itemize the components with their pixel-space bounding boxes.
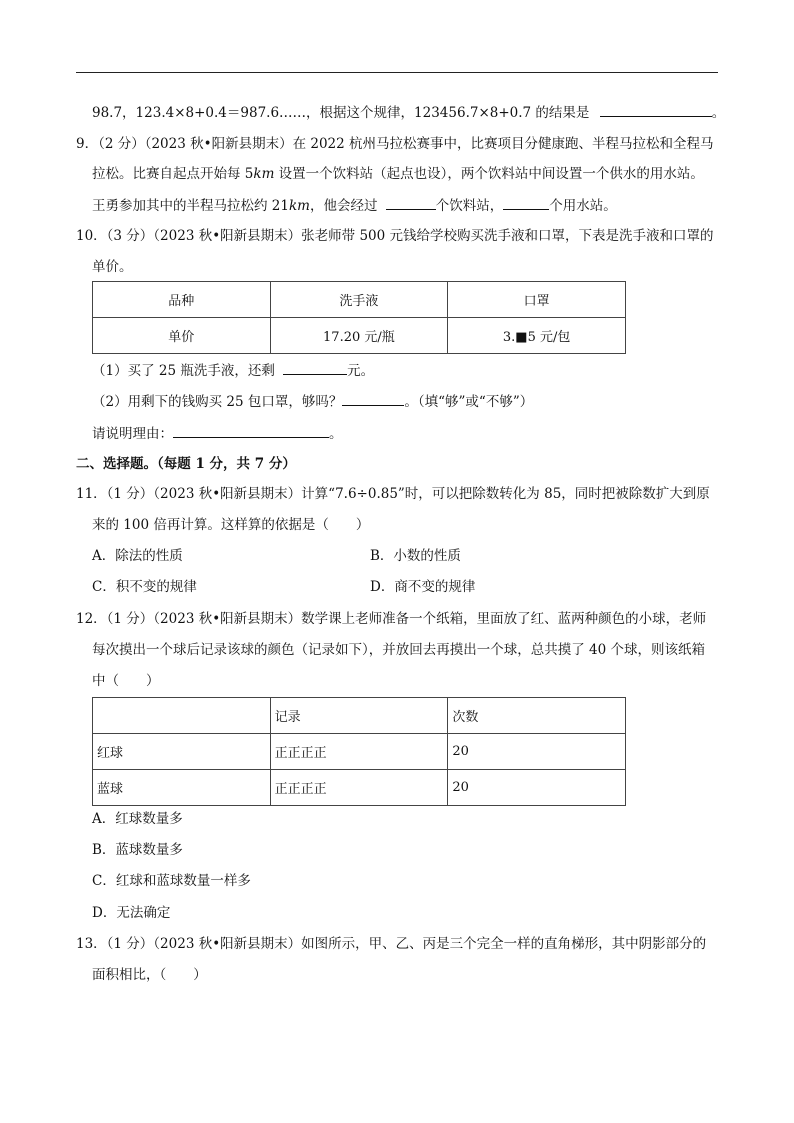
q12-option-d[interactable]: D．无法确定: [92, 905, 171, 921]
q9-km-unit: km: [253, 166, 275, 182]
q10-sub1-unit: 元。: [347, 363, 375, 379]
q9-line2-text-b: 设置一个饮料站（起点也设），两个饮料站中间设置一个供水的用水站。: [274, 166, 704, 182]
q9-line3-text: 王勇参加其中的半程马拉松约 21: [92, 198, 289, 214]
q9-km-unit-2: km: [288, 198, 310, 214]
q8-text: 98.7，123.4×8+0.4＝987.6……，根据这个规律，123456.7×8+0.7 的结果是: [92, 105, 590, 121]
record-table-cell: 20: [448, 770, 626, 806]
price-table-header-cell: 口罩: [448, 282, 626, 318]
q10-sub2-blank[interactable]: [342, 391, 404, 406]
record-table-header-cell: 次数: [448, 698, 626, 734]
price-table-row: [93, 318, 626, 354]
record-table-row: [93, 770, 626, 806]
record-table-header-cell: 记录: [270, 698, 448, 734]
q9-line3-text-b: ，他会经过: [309, 198, 378, 214]
price-table-cell: 17.20 元/瓶: [270, 318, 448, 354]
price-table-header-cell: 洗手液: [270, 282, 448, 318]
q9-line2: [92, 164, 704, 184]
q8-period: 。: [711, 105, 726, 121]
q9-blank-water[interactable]: [503, 195, 549, 210]
q13-line2: 面积相比，（ ）: [92, 967, 207, 983]
price-table-header: [93, 282, 626, 318]
q10-sub2-text: （2）用剩下的钱购买 25 包口罩，够吗？: [92, 394, 343, 410]
q10-line2: 单价。: [92, 259, 133, 275]
q11-option-b[interactable]: B．小数的性质: [370, 548, 461, 564]
header-rule: [76, 72, 718, 73]
q11-option-c[interactable]: C．积不变的规律: [92, 579, 197, 595]
record-table-cell: 正正正正: [270, 734, 448, 770]
record-table-header: [93, 698, 626, 734]
record-table-cell: 正正正正: [270, 770, 448, 806]
q10-sub1-text: （1）买了 25 瓶洗手液，还剩: [92, 363, 275, 379]
q9-line2-text: 拉松。比赛自起点开始每 5: [92, 166, 254, 182]
record-table-cell: 蓝球: [93, 770, 271, 806]
q10-sub1-blank[interactable]: [283, 360, 347, 375]
q9-line3: [92, 195, 617, 216]
q8-answer-blank[interactable]: [600, 102, 712, 117]
q9-line3-text-d: 个用水站。: [549, 198, 617, 214]
q12-option-b[interactable]: B．蓝球数量多: [92, 842, 183, 858]
record-table-header-cell: [93, 698, 271, 734]
q13-line1: 13．（1 分）（2023 秋•阳新县期末）如图所示，甲、乙、丙是三个完全一样的直角梯形，其中阴影部分的: [76, 936, 707, 952]
record-table-cell: 20: [448, 734, 626, 770]
q10-reason: [92, 423, 343, 444]
price-table-header-cell: 品种: [93, 282, 271, 318]
q8-continuation: [92, 102, 725, 123]
record-table-cell: 红球: [93, 734, 271, 770]
price-table-cell: 3.■5 元/包: [448, 318, 626, 354]
price-table: [92, 281, 626, 354]
q11-line2: 来的 100 倍再计算。这样算的依据是（ ）: [92, 517, 370, 533]
q10-sub2: [92, 391, 533, 412]
q11-option-a[interactable]: A．除法的性质: [92, 548, 183, 564]
q9-line3-text-c: 个饮料站，: [435, 198, 504, 214]
price-table-cell: 单价: [93, 318, 271, 354]
q10-sub2-hint: 。（填“够”或“不够”）: [404, 394, 534, 410]
section-title: 二、选择题。（每题 1 分，共 7 分）: [76, 456, 296, 472]
q12-line1: 12．（1 分）（2023 秋•阳新县期末）数学课上老师准备一个纸箱，里面放了红、蓝两种颜色的小球，老师: [76, 611, 707, 627]
q10-reason-period: 。: [329, 426, 343, 442]
q10-reason-blank[interactable]: [173, 423, 329, 438]
q12-option-a[interactable]: A．红球数量多: [92, 811, 183, 827]
q10-reason-label: 请说明理由：: [92, 426, 173, 442]
q10-line1: 10．（3 分）（2023 秋•阳新县期末）张老师带 500 元钱给学校购买洗手液和口罩，下表是洗手液和口罩的: [76, 228, 714, 244]
q10-sub1: [92, 360, 374, 381]
record-table-row: [93, 734, 626, 770]
q12-line2: 每次摸出一个球后记录该球的颜色（记录如下），并放回去再摸出一个球，总共摸了 40 个球，则该纸箱: [92, 642, 706, 658]
q12-line3: 中（ ）: [92, 673, 160, 689]
q11-line1: 11．（1 分）（2023 秋•阳新县期末）计算“7.6÷0.85”时，可以把除数转化为 85，同时把被除数扩大到原: [76, 486, 710, 502]
q9-line1: 9．（2 分）（2023 秋•阳新县期末）在 2022 杭州马拉松赛事中，比赛项目分健康跑、半程马拉松和全程马: [76, 136, 714, 152]
q12-option-c[interactable]: C．红球和蓝球数量一样多: [92, 873, 251, 889]
q9-blank-stations[interactable]: [386, 195, 436, 210]
q11-option-d[interactable]: D．商不变的规律: [370, 579, 476, 595]
record-table: [92, 697, 626, 806]
